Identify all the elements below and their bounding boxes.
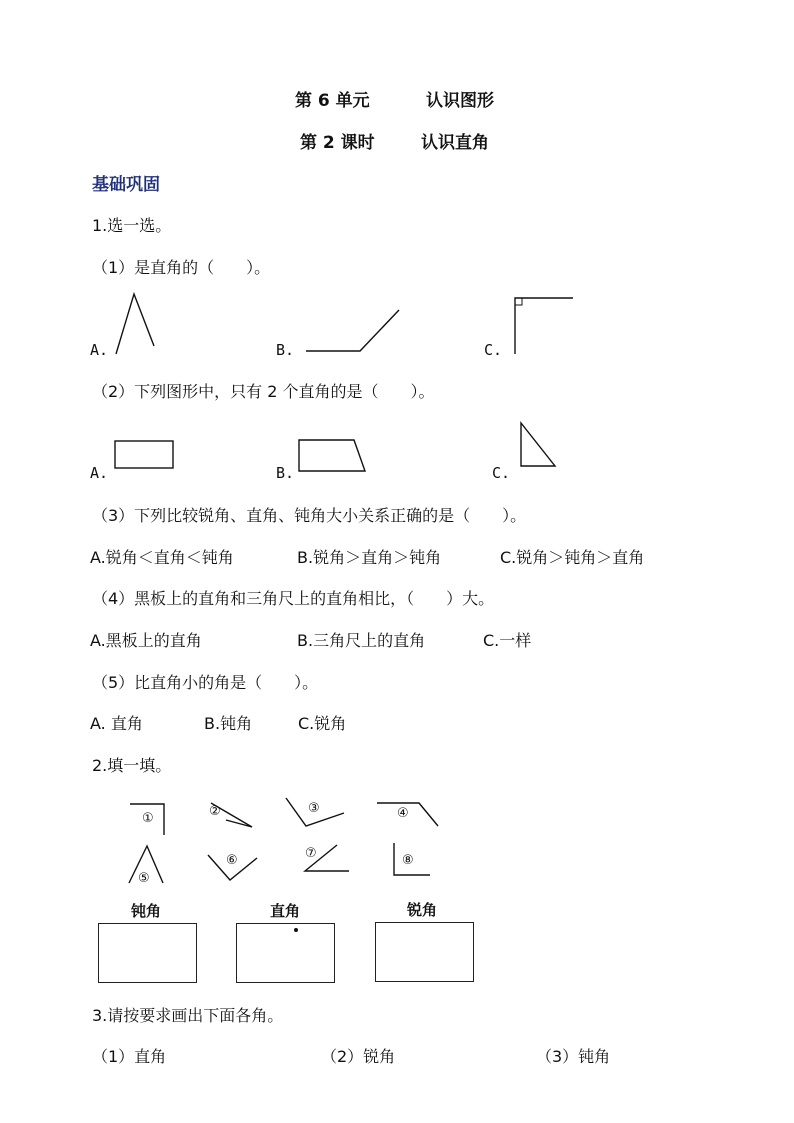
- q1-sub5-option-b: B.钝角: [204, 714, 253, 733]
- answer-box-acute[interactable]: [375, 922, 474, 982]
- q1-sub1-label-b: B.: [276, 341, 295, 359]
- q1-sub3-option-b: B.锐角＞直角＞钝角: [297, 548, 442, 567]
- q1-sub1-label-a: A.: [90, 341, 109, 359]
- q1-sub2-label-b: B.: [276, 464, 295, 482]
- box-title-obtuse: 钝角: [131, 902, 162, 920]
- angle-label-8: ⑧: [402, 853, 414, 868]
- lesson-label: 第 2 课时: [300, 133, 375, 153]
- q3-item-acute: （2）锐角: [321, 1047, 396, 1066]
- unit-title: 认识图形: [426, 91, 494, 111]
- q1-sub2-label-a: A.: [90, 464, 109, 482]
- q3-item-obtuse: （3）钝角: [536, 1047, 611, 1066]
- angle-label-5: ⑤: [138, 871, 150, 886]
- q1-sub2-text: （2）下列图形中，只有 2 个直角的是（ ）。: [92, 382, 435, 401]
- box-title-right: 直角: [270, 902, 301, 920]
- q2-angle-figures: [0, 0, 1, 1]
- section-title: 基础巩固: [92, 175, 160, 195]
- box-title-acute: 锐角: [407, 901, 438, 919]
- angle-label-6: ⑥: [226, 853, 238, 868]
- q1-sub1-label-c: C.: [484, 341, 503, 359]
- q1-sub4-option-b: B.三角尺上的直角: [297, 631, 426, 650]
- angle-label-2: ②: [209, 804, 221, 819]
- q1-sub3-option-a: A.锐角＜直角＜钝角: [90, 548, 234, 567]
- q1-title: 1.选一选。: [92, 216, 172, 235]
- q1-sub1-text: （1）是直角的（ ）。: [92, 258, 271, 277]
- q1-sub3-option-c: C.锐角＞钝角＞直角: [500, 548, 645, 567]
- q1-sub4-text: （4）黑板上的直角和三角尺上的直角相比，（ ）大。: [92, 589, 495, 608]
- angle-label-4: ④: [397, 806, 409, 821]
- q2-title: 2.填一填。: [92, 756, 172, 775]
- box-dot: [294, 928, 298, 932]
- answer-box-obtuse[interactable]: [98, 923, 197, 983]
- angle-label-3: ③: [308, 801, 320, 816]
- lesson-title: 认识直角: [421, 133, 489, 153]
- q3-item-right: （1）直角: [92, 1047, 167, 1066]
- q1-sub5-text: （5）比直角小的角是（ ）。: [92, 673, 319, 692]
- q1-sub5-option-c: C.锐角: [298, 714, 347, 733]
- angle-label-7: ⑦: [305, 846, 317, 861]
- unit-label: 第 6 单元: [295, 91, 370, 111]
- q1-sub4-option-a: A.黑板上的直角: [90, 631, 202, 650]
- answer-box-right[interactable]: [236, 923, 335, 983]
- q1-sub5-option-a: A. 直角: [90, 714, 143, 733]
- q1-sub2-label-c: C.: [492, 464, 511, 482]
- angle-label-1: ①: [142, 811, 154, 826]
- q1-sub4-option-c: C.一样: [483, 631, 532, 650]
- q1-sub3-text: （3）下列比较锐角、直角、钝角大小关系正确的是（ ）。: [92, 506, 527, 525]
- q3-title: 3.请按要求画出下面各角。: [92, 1006, 284, 1025]
